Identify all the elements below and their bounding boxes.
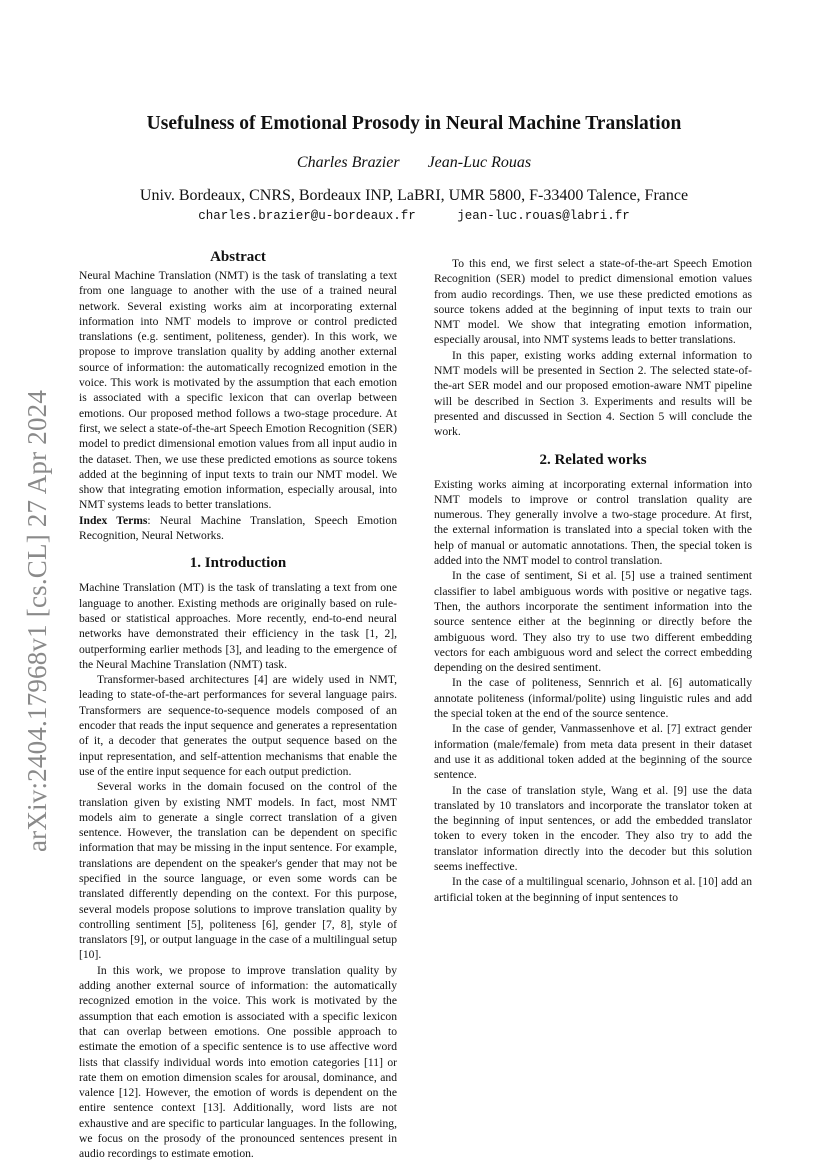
paragraph: In the case of a multilingual scenario, Johnson et al. [10] add an artificial token at the beginning of input sentences to	[434, 875, 752, 904]
paragraph: In the case of gender, Vanmassenhove et al. [7] extract gender information (male/female) from meta data present in their dataset and use it as additional token added at the beginning of the source sentence.	[434, 722, 752, 782]
author-name: Charles Brazier	[296, 154, 400, 171]
section-heading-related-works: 2. Related works	[539, 451, 647, 468]
index-terms-text: : Neural Machine Translation, Speech Emotion Recognition, Neural Networks.	[79, 513, 397, 543]
author-affiliation: Univ. Bordeaux, CNRS, Bordeaux INP, LaBRI, UMR 5800, F-33400 Talence, France	[139, 187, 689, 204]
right-column	[434, 256, 752, 905]
section-heading-introduction: 1. Introduction	[189, 555, 287, 572]
author-name: Jean-Luc Rouas	[427, 154, 532, 171]
paragraph: In the case of translation style, Wang et al. [9] use the data translated by 10 translators and incorporate the translator token at the beginning of input sentences, or add the embedded translator token to every token in the encoder. They also try to add the translator information directly into the decoder but this solution seems ineffective.	[434, 783, 752, 873]
paragraph: Existing works aiming at incorporating external information into NMT models to improve or control translation quality are numerous. They generally involve a two-stage procedure. At first, the external information is translated into a special token with the help of manual or automatic annotations. Then, the special token is added into the NMT model to control translation.	[434, 477, 752, 568]
paragraph: Several works in the domain focused on the control of the translation given by existing NMT models. In fact, most NMT models aim to generate a single correct translation of a given sentence. However, the translation can be dependent on specific information that may be missing in the input sentence. For example, translations are dependent on the speaker's gender that may not be specified in the source language, or even some words can be translated differently depending on the context. For this purpose, several models propose solutions to improve translation quality by controlling sentiment [5], politeness [6], gender [7, 8], style of translators [9], or output language in the case of a multilingual setup [10].	[79, 780, 397, 962]
author-email: charles.brazier@u-bordeaux.fr	[198, 209, 416, 223]
paragraph: In this work, we propose to improve translation quality by adding another external source of information: the automatically recognized emotion in the voice. This work is motivated by the assumption that each emotion is associated with a specific lexicon that can overlap between emotions. One possible approach to estimate the emotion of a specific sentence is to use affective word lists that classify individual words into emotion categories [11] or rate them on emotion dimension scales for arousal, dominance, and valence [12]. However, the emotion of words is dependent on the entire sentence context [13]. Additionally, word lists are not exhaustive and are specific to particular languages. In the following, we focus on the prosody of the pronounced sentences present in audio recordings to estimate emotion.	[79, 963, 397, 1161]
author-list	[0, 154, 828, 172]
paragraph: To this end, we first select a state-of-the-art Speech Emotion Recognition (SER) model to predict dimensional emotion values from audio recordings. Then, we use these predicted emotions as source tokens added at the beginning of input texts to train our NMT model. We show that integrating emotion information, especially arousal, into NMT systems leads to better translations.	[434, 257, 752, 347]
author-email: jean-luc.rouas@labri.fr	[457, 209, 630, 223]
abstract-heading: Abstract	[210, 249, 266, 265]
paragraph: In this paper, existing works adding external information to NMT models will be presented in Section 2. The selected state-of-the-art SER model and our proposed emotion-aware NMT pipeline will be described in Section 3. Experiments and results will be presented and discussed in Section 4. Section 5 will conclude the work.	[434, 348, 752, 439]
index-terms-label: Index Terms	[79, 513, 148, 527]
left-column	[79, 248, 397, 1162]
paragraph: Transformer-based architectures [4] are widely used in NMT, leading to state-of-the-art performances for several language pairs. Transformers are sequence-to-sequence models composed of an encoder that reads the input sequence and generates a representation of it, a decoder that generates the output sequence based on the input representation, and self-attention mechanisms that enable the use of the entire input sequence for each output prediction.	[79, 673, 397, 778]
author-emails	[0, 209, 828, 223]
arxiv-identifier-stamp: arXiv:2404.17968v1 [cs.CL] 27 Apr 2024	[22, 389, 52, 852]
paragraph: In the case of sentiment, Si et al. [5] use a trained sentiment classifier to label ambiguous words with positive or negative tags. Then, the authors incorporate the sentiment information into the source sentence either at the beginning or directly before the ambiguous word. They also try to use two different embedding vectors for each ambiguous word and select the correct embedding depending on the desired sentiment.	[434, 569, 752, 675]
paragraph: Machine Translation (MT) is the task of translating a text from one language to another. Existing methods are originally based on rule-based or statistical approaches. More recently, end-to-end neural networks have demonstrated their efficiency in the task [1, 2], outperforming earlier methods [3], and leading to the emergence of the Neural Machine Translation (NMT) task.	[79, 581, 397, 671]
index-terms	[79, 513, 397, 544]
paragraph: In the case of politeness, Sennrich et al. [6] automatically annotate politeness (informal/polite) using linguistic rules and add the special token at the end of the source sentence.	[434, 676, 752, 721]
paper-title: Usefulness of Emotional Prosody in Neural Machine Translation	[146, 113, 682, 134]
abstract-text: Neural Machine Translation (NMT) is the task of translating a text from one language to another with the use of a trained neural network. Several existing works aim at incorporating external information into NMT models to improve or control predicted translations (e.g. sentiment, politeness, gender). In this work, we propose to improve translation quality by adding another external source of information: the automatically recognized emotion in the voice. This work is motivated by the assumption that each emotion is associated with a specific lexicon that can overlap between emotions. Our proposed method follows a two-stage procedure. At first, we select a state-of-the-art Speech Emotion Recognition (SER) model to predict dimensional emotion values from all input audio in the dataset. Then, we use these predicted emotions as source tokens added at the beginning of input texts to train our NMT model. We show that integrating emotion information, especially arousal, into NMT systems leads to better translations.	[79, 269, 397, 512]
